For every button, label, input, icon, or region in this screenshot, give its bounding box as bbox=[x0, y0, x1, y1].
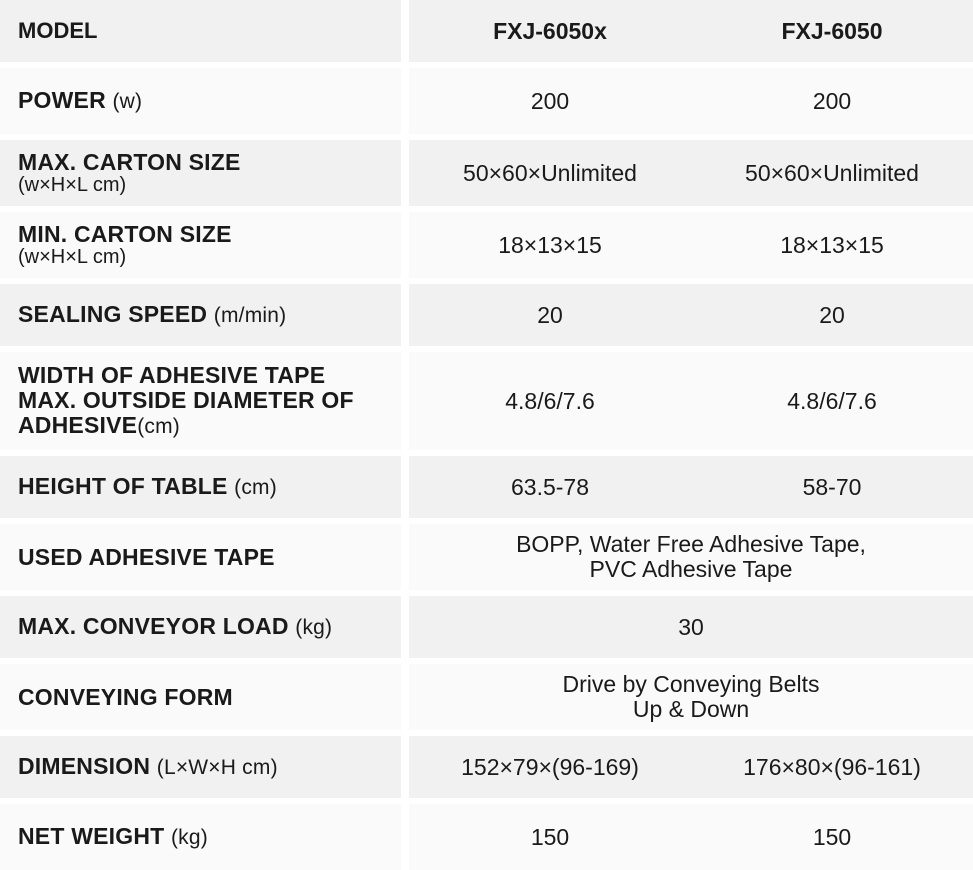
value-line: Drive by Conveying Belts bbox=[562, 671, 820, 698]
row-values-used-adhesive-tape bbox=[409, 524, 973, 590]
value-cell: 200 bbox=[812, 87, 852, 114]
value-cell: 20 bbox=[537, 301, 563, 328]
value-cell: 4.8/6/7.6 bbox=[787, 387, 877, 414]
row-sublabel: (w×H×L cm) bbox=[18, 245, 127, 268]
value-line: PVC Adhesive Tape bbox=[589, 556, 793, 582]
row-label: USED ADHESIVE TAPE bbox=[18, 543, 275, 570]
value-cell: 200 bbox=[530, 87, 570, 114]
value-cell: 18×13×15 bbox=[498, 231, 602, 258]
value-cell: 152×79×(96-169) bbox=[461, 753, 639, 780]
row-values-power bbox=[409, 68, 973, 134]
row-label-sealing-speed bbox=[0, 284, 401, 346]
row-label-used-adhesive-tape bbox=[0, 524, 401, 590]
model-name: FXJ-6050x bbox=[493, 17, 607, 44]
row-unit: (L×W×H cm) bbox=[156, 756, 278, 780]
merged-value-cell bbox=[409, 532, 973, 582]
row-label: POWER bbox=[18, 87, 106, 114]
row-unit: (m/min) bbox=[213, 304, 287, 328]
value-cell: 4.8/6/7.6 bbox=[505, 387, 595, 414]
row-label-dimension bbox=[0, 736, 401, 798]
value-line: 30 bbox=[678, 613, 704, 640]
row-unit: (cm) bbox=[234, 476, 277, 500]
row-label: NET WEIGHT bbox=[18, 823, 165, 850]
row-label: DIMENSION bbox=[18, 753, 151, 780]
row-label: MAX. CARTON SIZE bbox=[18, 148, 241, 175]
row-values-height-of-table bbox=[409, 456, 973, 518]
value-cell: 20 bbox=[819, 301, 845, 328]
row-label-line: MAX. OUTSIDE DIAMETER OF bbox=[18, 387, 354, 414]
row-label: MIN. CARTON SIZE bbox=[18, 220, 232, 247]
row-label-conveying-form bbox=[0, 664, 401, 730]
row-sublabel: (w×H×L cm) bbox=[18, 173, 127, 196]
row-label-adhesive-tape-width bbox=[0, 352, 401, 450]
model-name: FXJ-6050 bbox=[781, 17, 883, 44]
row-values-net-weight bbox=[409, 804, 973, 870]
value-line: BOPP, Water Free Adhesive Tape, bbox=[516, 531, 866, 558]
row-label: HEIGHT OF TABLE bbox=[18, 473, 228, 500]
row-values-min-carton-size bbox=[409, 212, 973, 278]
row-unit: (w) bbox=[112, 90, 143, 114]
row-label-line: ADHESIVE bbox=[18, 411, 138, 438]
header-models-cell bbox=[409, 0, 973, 62]
row-unit: (kg) bbox=[295, 616, 333, 640]
row-label: MAX. CONVEYOR LOAD bbox=[18, 613, 289, 640]
row-values-max-carton-size bbox=[409, 140, 973, 206]
value-cell: 18×13×15 bbox=[780, 231, 884, 258]
row-values-adhesive-tape-width bbox=[409, 352, 973, 450]
value-cell: 50×60×Unlimited bbox=[745, 159, 919, 186]
row-label: CONVEYING FORM bbox=[18, 683, 233, 710]
row-label-max-carton-size bbox=[0, 140, 401, 206]
header-label: MODEL bbox=[18, 18, 98, 44]
row-values-dimension bbox=[409, 736, 973, 798]
header-label-cell bbox=[0, 0, 401, 62]
value-cell: 58-70 bbox=[802, 473, 862, 500]
value-line: Up & Down bbox=[632, 696, 750, 722]
value-cell: 176×80×(96-161) bbox=[743, 753, 921, 780]
merged-value-cell bbox=[409, 615, 973, 640]
value-cell: 63.5-78 bbox=[510, 473, 589, 500]
row-label-min-carton-size bbox=[0, 212, 401, 278]
merged-value-cell bbox=[409, 672, 973, 722]
row-label-height-of-table bbox=[0, 456, 401, 518]
row-label-max-conveyor-load bbox=[0, 596, 401, 658]
row-values-sealing-speed bbox=[409, 284, 973, 346]
row-values-conveying-form bbox=[409, 664, 973, 730]
row-unit: (kg) bbox=[170, 826, 208, 850]
value-cell: 50×60×Unlimited bbox=[463, 159, 637, 186]
value-cell: 150 bbox=[812, 823, 852, 850]
row-label-power bbox=[0, 68, 401, 134]
row-label-net-weight bbox=[0, 804, 401, 870]
row-label-line: WIDTH OF ADHESIVE TAPE bbox=[18, 362, 326, 389]
row-values-max-conveyor-load bbox=[409, 596, 973, 658]
row-label: SEALING SPEED bbox=[18, 301, 208, 328]
value-cell: 150 bbox=[530, 823, 570, 850]
row-unit: (cm) bbox=[137, 414, 180, 438]
